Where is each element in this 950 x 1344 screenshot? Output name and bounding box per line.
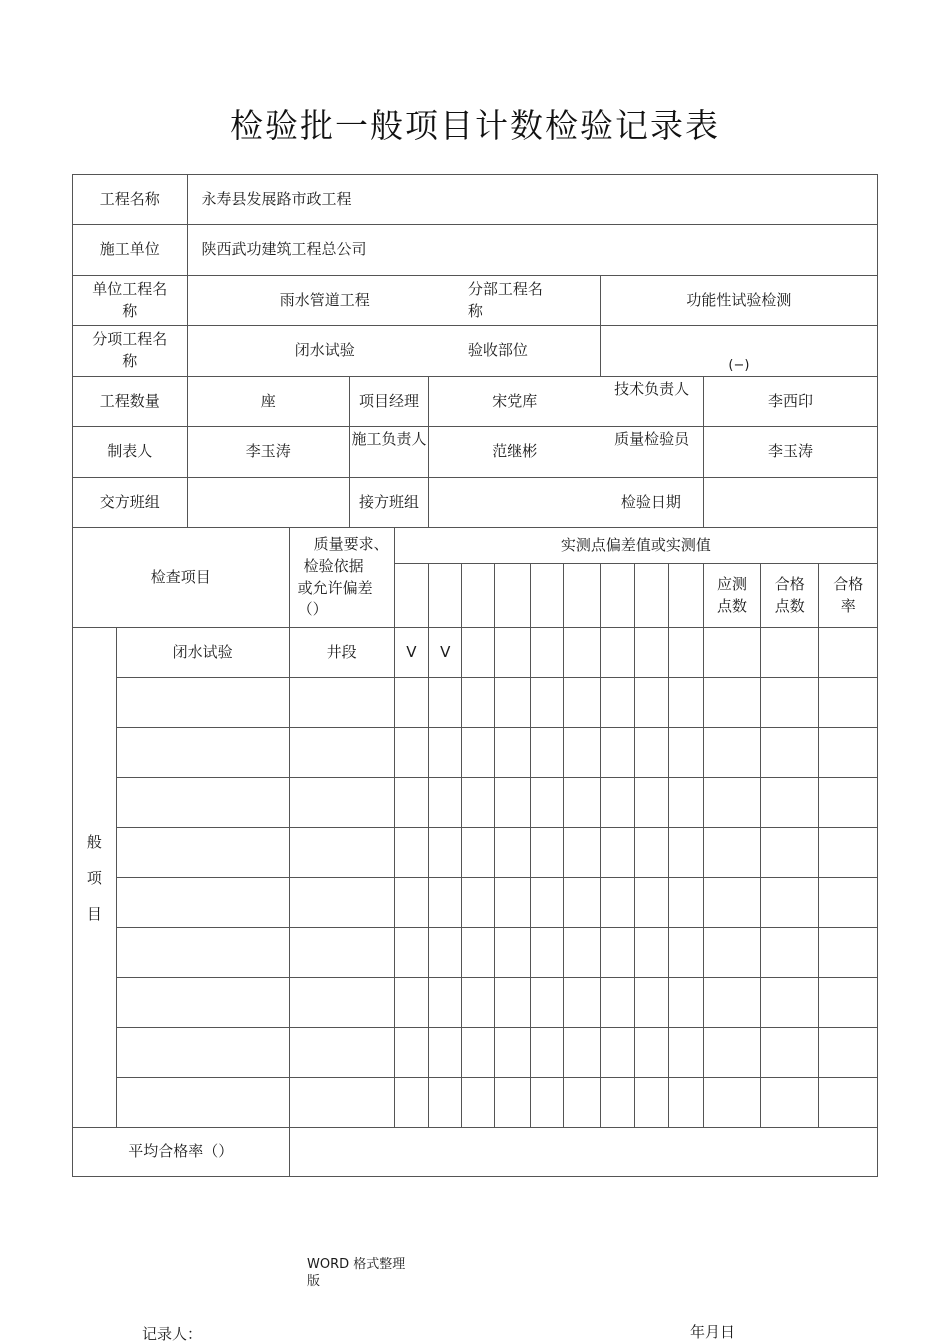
pass-rate-cell	[819, 628, 878, 678]
table-row	[73, 1028, 878, 1078]
measure-cell	[600, 628, 634, 678]
division-project-label: 分部工程名 称	[462, 276, 600, 326]
quality-inspector-value: 李玉涛	[703, 427, 877, 478]
item-name: 闭水试验	[116, 628, 289, 678]
project-manager-value: 宋党库	[429, 377, 601, 427]
measure-col-9	[668, 564, 703, 628]
measure-cell	[462, 628, 494, 678]
handover-team-label: 交方班组	[73, 478, 188, 528]
acceptance-part-label: 验收部位	[462, 326, 600, 377]
tech-lead-value: 李西印	[703, 377, 877, 427]
check-item-header: 检查项目	[73, 528, 290, 628]
division-project-value: 功能性试验检测	[600, 276, 877, 326]
measured-values-header: 实测点偏差值或实测值	[394, 528, 877, 564]
handover-team-value[interactable]	[187, 478, 349, 528]
pass-count-cell	[761, 628, 819, 678]
measure-cell: V	[394, 628, 428, 678]
acceptance-part-value: (−)	[600, 326, 877, 377]
table-row	[73, 628, 878, 678]
measure-col-8	[635, 564, 668, 628]
measure-col-4	[494, 564, 530, 628]
project-manager-label: 项目经理	[349, 377, 428, 427]
measure-cell	[564, 628, 600, 678]
measure-col-6	[564, 564, 600, 628]
tabulator-label: 制表人	[73, 427, 188, 478]
tabulator-value: 李玉涛	[187, 427, 349, 478]
table-row	[73, 928, 878, 978]
measure-col-7	[600, 564, 634, 628]
requirement-header: 质量要求、 检验依据 或允许偏差（）	[289, 528, 394, 628]
date-label: 年月日	[690, 1323, 736, 1341]
table-row	[73, 978, 878, 1028]
inspection-date-value[interactable]	[703, 478, 877, 528]
project-name-label: 工程名称	[73, 175, 188, 225]
measure-cell	[531, 628, 564, 678]
pass-count-header: 合格 点数	[761, 564, 819, 628]
construction-lead-label: 施工负责人	[349, 427, 428, 478]
inspection-date-label: 检验日期	[429, 478, 704, 528]
pass-rate-header: 合格 率	[819, 564, 878, 628]
table-row	[73, 878, 878, 928]
measure-col-1	[394, 564, 428, 628]
general-items-label: 般 项 目	[73, 628, 117, 1128]
subitem-project-label: 分项工程名 称	[73, 326, 188, 377]
should-measure-header: 应测 点数	[703, 564, 760, 628]
quantity-value: 座	[187, 377, 349, 427]
page-title: 检验批一般项目计数检验记录表	[230, 106, 720, 145]
measure-cell	[668, 628, 703, 678]
average-rate-label: 平均合格率（）	[73, 1128, 290, 1177]
format-note: WORD 格式整理 版	[307, 1257, 406, 1289]
construction-unit-label: 施工单位	[73, 225, 188, 276]
subitem-project-value: 闭水试验	[187, 326, 462, 377]
table-row	[73, 1078, 878, 1128]
measure-cell	[494, 628, 530, 678]
table-row	[73, 728, 878, 778]
recorder-label: 记录人：	[142, 1325, 203, 1343]
measure-cell	[635, 628, 668, 678]
tech-lead-label: 技术负责人	[600, 377, 703, 427]
unit-project-label: 单位工程名 称	[73, 276, 188, 326]
should-measure-cell	[703, 628, 760, 678]
item-requirement: 井段	[289, 628, 394, 678]
table-row	[73, 778, 878, 828]
measure-col-2	[429, 564, 462, 628]
table-row	[73, 678, 878, 728]
construction-lead-value: 范继彬	[429, 427, 601, 478]
average-rate-value[interactable]	[289, 1128, 877, 1177]
inspection-record-table	[72, 174, 878, 1177]
quality-inspector-label: 质量检验员	[600, 427, 703, 478]
construction-unit-value: 陕西武功建筑工程总公司	[187, 225, 877, 276]
measure-cell: V	[429, 628, 462, 678]
measure-col-5	[531, 564, 564, 628]
receiving-team-label: 接方班组	[349, 478, 428, 528]
project-name-value: 永寿县发展路市政工程	[187, 175, 877, 225]
unit-project-value: 雨水管道工程	[187, 276, 462, 326]
measure-col-3	[462, 564, 494, 628]
table-row	[73, 828, 878, 878]
quantity-label: 工程数量	[73, 377, 188, 427]
